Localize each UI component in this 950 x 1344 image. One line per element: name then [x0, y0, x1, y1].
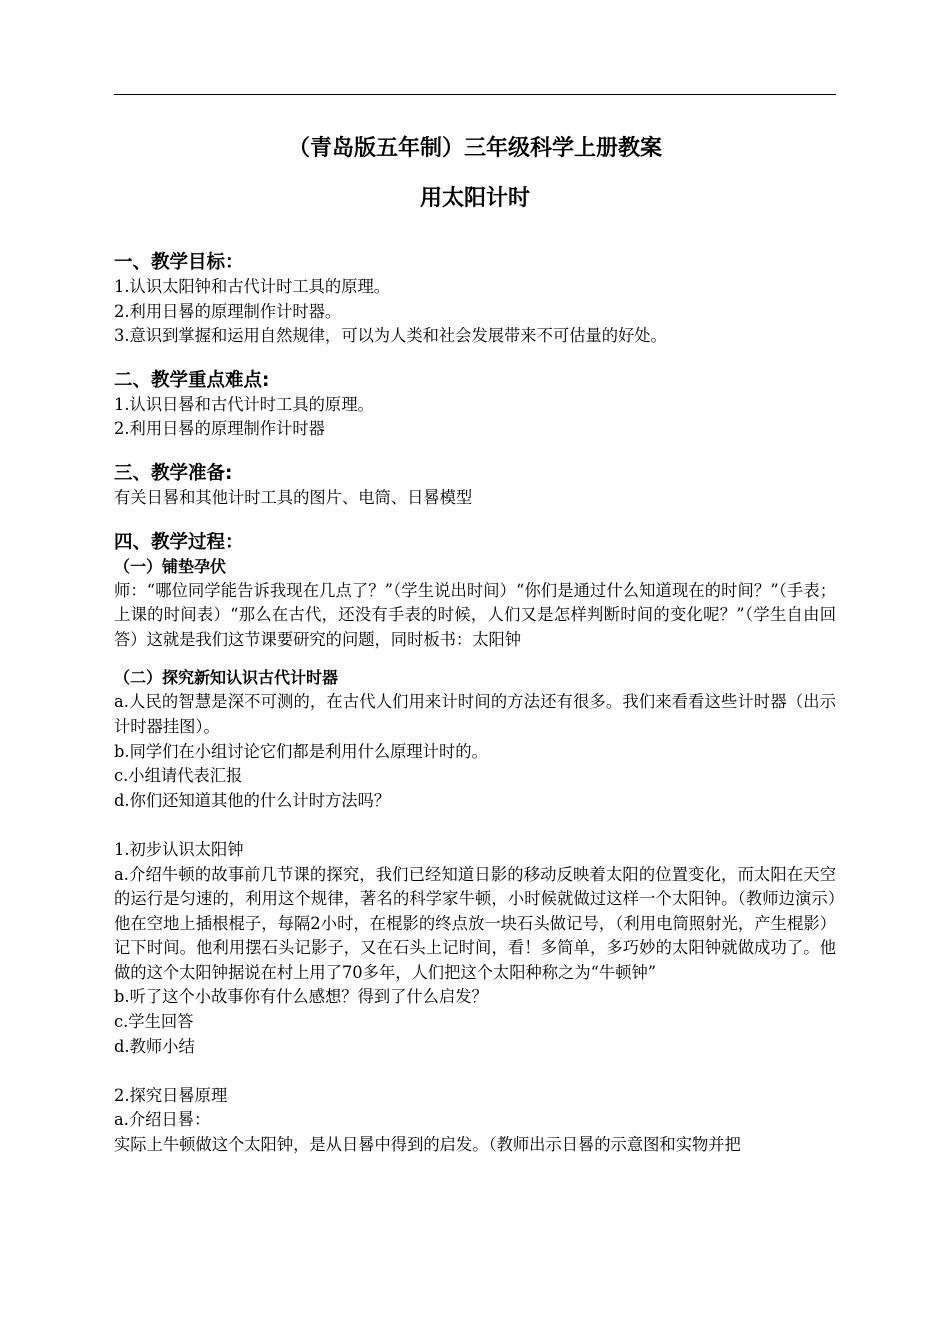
goal-item: 1.认识太阳钟和古代计时工具的原理。 — [114, 277, 391, 296]
preparation-text: 有关日晷和其他计时工具的图片、电筒、日晷模型 — [114, 487, 473, 507]
section-key-points — [114, 368, 836, 442]
paragraph: a.介绍牛顿的故事前几节课的探究，我们已经知道日影的移动反映着太阳的位置变化，而太阳在天空的运行是匀速的，利用这个规律，著名的科学家牛顿，小时候就做过这样一个太阳钟。（教师边演示）他在空地上插根棍子，每隔2小时，在棍影的终点放一块石头做记号，（利用电筒照射光，产生棍影）记下时间。他利用摆石头记影子，又在石头上记时间，看！多简单，多巧妙的太阳钟就做成功了。他做的这个太阳钟据说在村上用了70多年，人们把这个太阳种称之为“牛顿钟” — [114, 864, 836, 982]
paragraph: b.同学们在小组讨论它们都是利用什么原理计时的。 — [114, 741, 488, 761]
paragraph: d.你们还知道其他的什么计时方法吗？ — [114, 790, 391, 810]
document-body — [114, 250, 836, 1177]
goal-item: 2.利用日晷的原理制作计时器。 — [114, 301, 342, 321]
section-heading: 一、教学目标： — [114, 252, 244, 273]
key-point-item: 1.认识日晷和古代计时工具的原理。 — [114, 394, 374, 414]
document-title: （青岛版五年制）三年级科学上册教案 — [287, 136, 662, 161]
step-heading: 2.探究日晷原理 — [114, 1085, 228, 1105]
section-heading: 四、教学过程： — [114, 531, 244, 553]
paragraph: d.教师小结 — [114, 1036, 195, 1056]
header-rule — [114, 94, 836, 95]
paragraph: a.介绍日晷： — [114, 1110, 211, 1130]
paragraph: 师：“哪位同学能告诉我现在几点了？”（学生说出时间）“你们是通过什么知道现在的时间？”（手表；上课的时间表）“那么在古代，还没有手表的时候，人们又是怎样判断时间的变化呢？”（学生自由回答）这就是我们这节课要研究的问题，同时板书：太阳钟 — [114, 580, 836, 649]
paragraph: b.听了这个小故事你有什么感想？得到了什么启发？ — [114, 987, 488, 1007]
goal-item: 3.意识到掌握和运用自然规律，可以为人类和社会发展带来不可估量的好处。 — [114, 326, 667, 346]
paragraph: a.人民的智慧是深不可测的，在古代人们用来计时间的方法还有很多。我们来看看这些计时器（出示计时器挂图）。 — [114, 692, 836, 736]
paragraph: c.学生回答 — [114, 1012, 194, 1032]
section-heading: 三、教学准备: — [114, 462, 233, 484]
step-heading: 1.初步认识太阳钟 — [114, 839, 244, 859]
section-heading: 二、教学重点难点: — [114, 369, 270, 391]
key-point-item: 2.利用日晷的原理制作计时器 — [114, 419, 325, 439]
paragraph: 实际上牛顿做这个太阳钟，是从日晷中得到的启发。（教师出示日晷的示意图和实物并把 — [114, 1135, 741, 1155]
blank-line — [114, 1059, 836, 1084]
document-subtitle: 用太阳计时 — [419, 186, 530, 211]
section-preparation — [114, 461, 836, 511]
section-goals — [114, 250, 836, 349]
paragraph: c.小组请代表汇报 — [114, 766, 243, 786]
blank-line — [114, 813, 836, 838]
subsection-heading: （二）探究新知认识古代计时器 — [114, 668, 339, 688]
section-process — [114, 530, 836, 1158]
subsection-heading: （一）铺垫孕伏 — [114, 556, 227, 576]
